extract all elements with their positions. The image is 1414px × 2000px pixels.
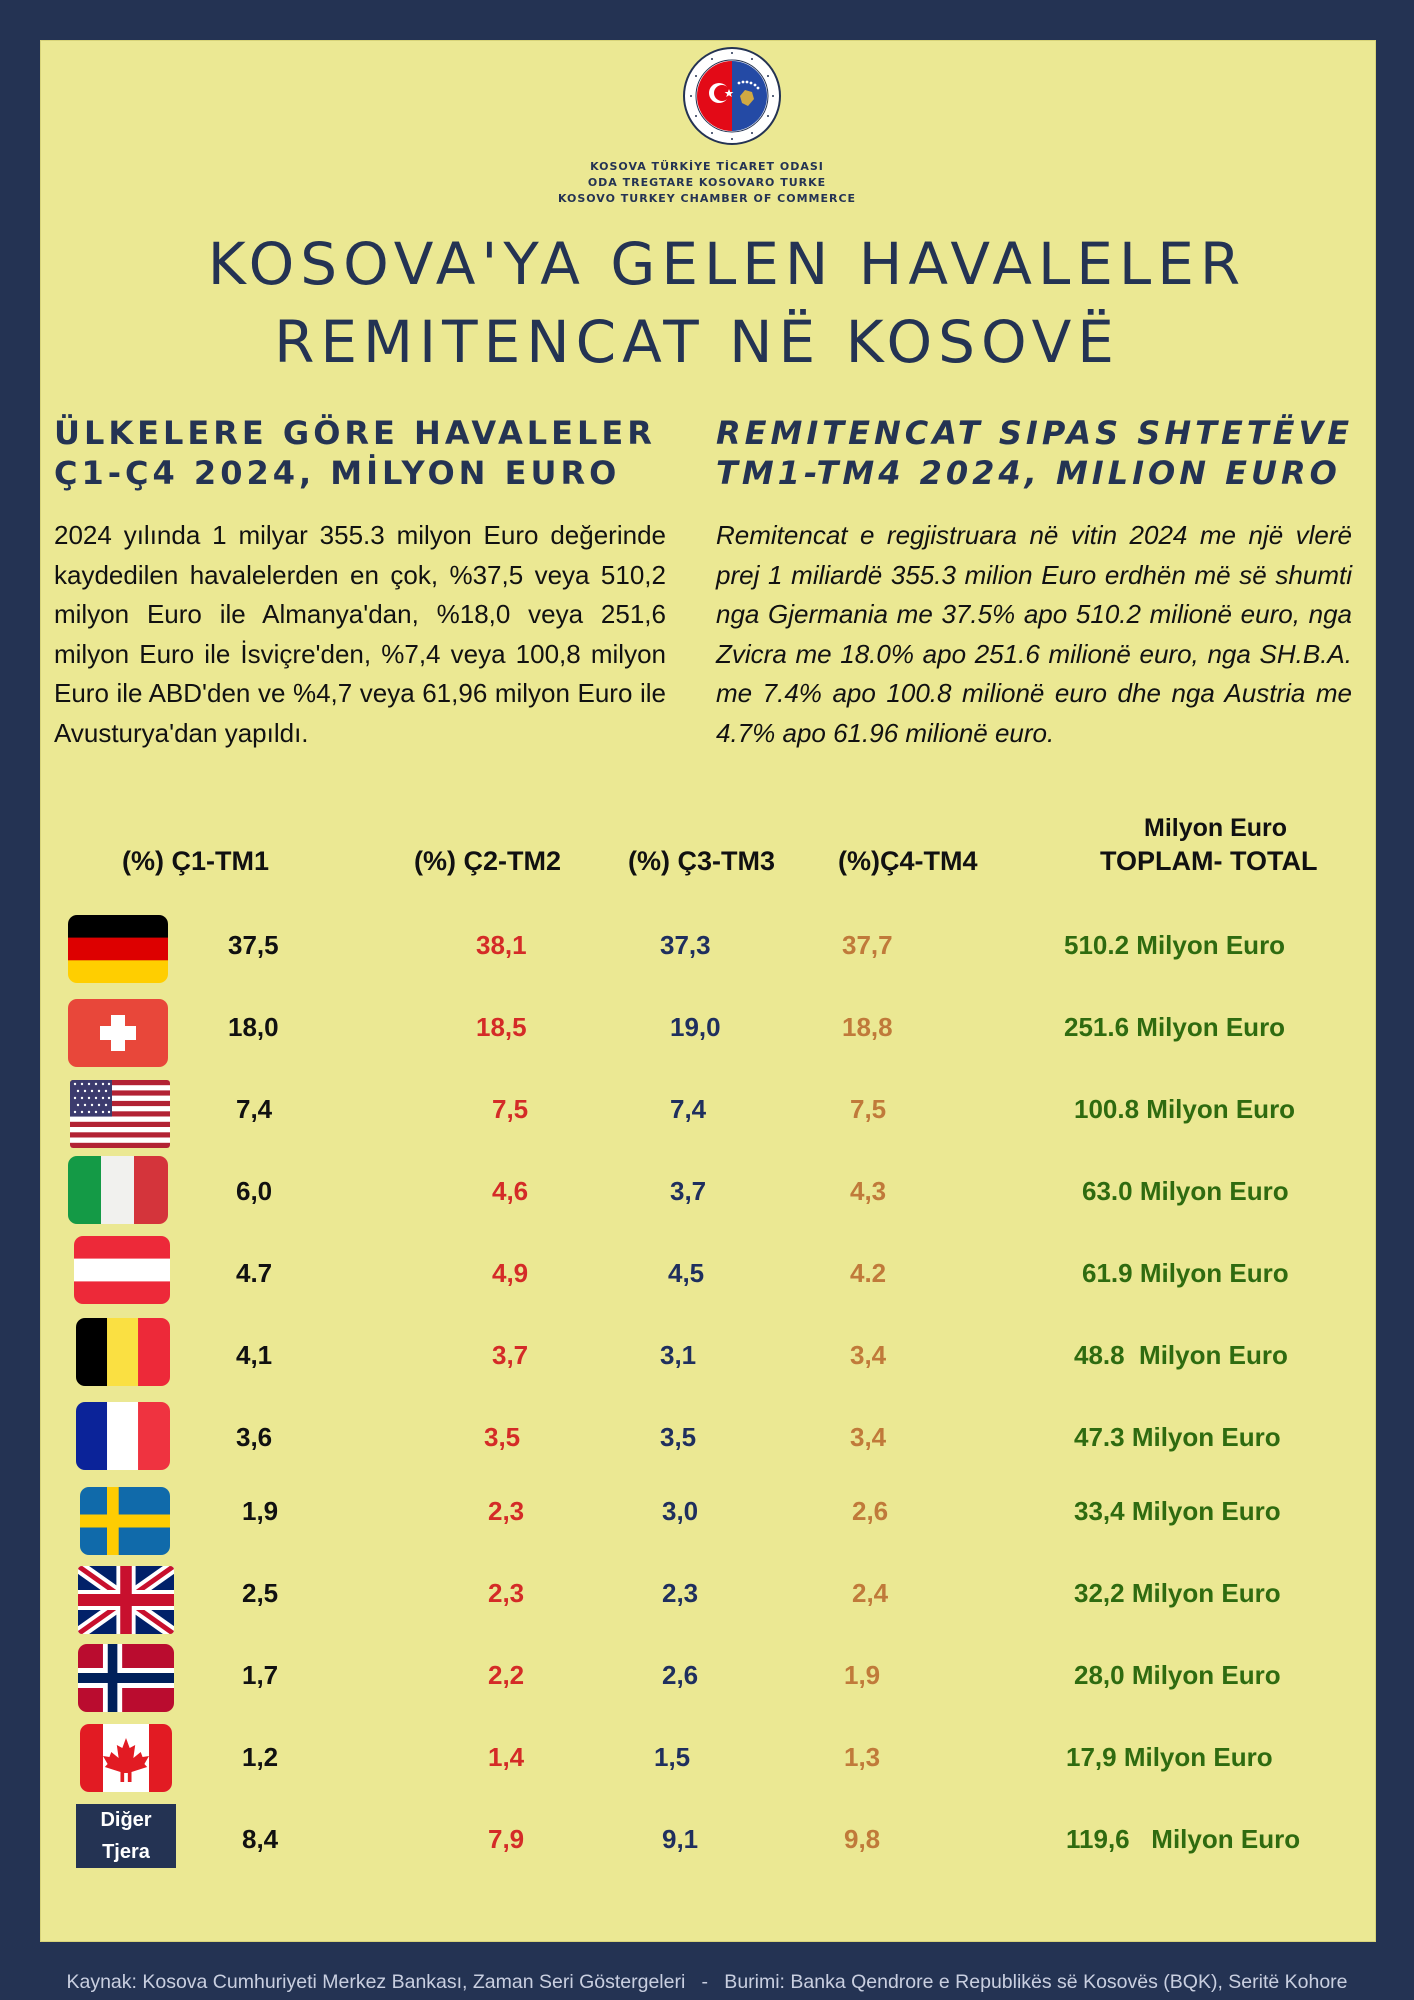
row-other-total: 119,6 Milyon Euro — [1066, 1824, 1301, 1854]
row-switzerland-q4: 18,8 — [842, 1012, 893, 1042]
org-name-english: KOSOVO TURKEY CHAMBER OF COMMERCE — [557, 192, 857, 205]
row-other-q1: 8,4 — [242, 1824, 279, 1854]
row-switzerland-q1: 18,0 — [228, 1012, 279, 1042]
row-austria-q4: 4.2 — [850, 1258, 887, 1288]
row-switzerland-q2: 18,5 — [476, 1012, 527, 1042]
header-q4: (%)Ç4-TM4 — [838, 846, 978, 876]
row-italy-total: 63.0 Milyon Euro — [1082, 1176, 1289, 1206]
uk-flag-icon — [78, 1566, 174, 1634]
france-flag-icon — [76, 1402, 170, 1470]
italy-flag-icon — [68, 1156, 168, 1224]
row-norway-q4: 1,9 — [844, 1660, 881, 1690]
row-uk-q2: 2,3 — [488, 1578, 525, 1608]
header-q2: (%) Ç2-TM2 — [414, 846, 561, 876]
row-canada-q2: 1,4 — [488, 1742, 525, 1772]
canada-flag-icon — [80, 1724, 172, 1792]
header-unit: Milyon Euro — [1144, 814, 1288, 842]
row-germany-q1: 37,5 — [228, 930, 279, 960]
row-italy-q1: 6,0 — [236, 1176, 273, 1206]
row-uk-q4: 2,4 — [852, 1578, 889, 1608]
other-label-turkish: Diğer — [100, 1809, 152, 1831]
row-france-q3: 3,5 — [660, 1422, 697, 1452]
header-q1: (%) Ç1-TM1 — [122, 846, 269, 876]
germany-flag-icon — [68, 915, 168, 983]
row-austria-total: 61.9 Milyon Euro — [1082, 1258, 1289, 1288]
row-france-total: 47.3 Milyon Euro — [1074, 1422, 1281, 1452]
row-usa-total: 100.8 Milyon Euro — [1074, 1094, 1296, 1124]
row-sweden-total: 33,4 Milyon Euro — [1074, 1496, 1281, 1526]
row-switzerland-total: 251.6 Milyon Euro — [1064, 1012, 1286, 1042]
row-norway-q1: 1,7 — [242, 1660, 279, 1690]
row-canada-total: 17,9 Milyon Euro — [1066, 1742, 1273, 1772]
left-heading-line2: Ç1-Ç4 2024, MİLYON EURO — [54, 454, 621, 492]
row-austria-q1: 4.7 — [236, 1258, 273, 1288]
row-usa-q3: 7,4 — [670, 1094, 707, 1124]
row-germany-q3: 37,3 — [660, 930, 711, 960]
other-countries-badge — [76, 1804, 176, 1868]
row-france-q2: 3,5 — [484, 1422, 521, 1452]
row-france-q4: 3,4 — [850, 1422, 887, 1452]
row-belgium-q2: 3,7 — [492, 1340, 529, 1370]
row-uk-q3: 2,3 — [662, 1578, 699, 1608]
row-uk-total: 32,2 Milyon Euro — [1074, 1578, 1281, 1608]
row-norway-total: 28,0 Milyon Euro — [1074, 1660, 1281, 1690]
row-canada-q4: 1,3 — [844, 1742, 881, 1772]
left-heading-line1: ÜLKELERE GÖRE HAVALELER — [54, 414, 656, 452]
row-other-q2: 7,9 — [488, 1824, 525, 1854]
norway-flag-icon — [78, 1644, 174, 1712]
row-switzerland-q3: 19,0 — [670, 1012, 721, 1042]
row-sweden-q3: 3,0 — [662, 1496, 699, 1526]
row-italy-q4: 4,3 — [850, 1176, 887, 1206]
right-description: Remitencat e regjistruara në vitin 2024 me një vlerë prej 1 miliardë 355.3 milion Euro erdhën më së shumti nga Gjermania me 37.5% apo 510.2 milionë euro, nga Zvicra me 18.0% apo 251.6 milionë euro, nga SH.B.A. me 7.4% apo 100.8 milionë euro dhe nga Austria me 4.7% apo 61.96 milionë euro. — [716, 520, 1352, 748]
left-description: 2024 yılında 1 milyar 355.3 milyon Euro değerinde kaydedilen havalelerden en çok, %37,5 veya 510,2 milyon Euro ile Almanya'dan, %18,0 veya 251,6 milyon Euro ile İsviçre'den, %7,4 veya 100,8 milyon Euro ile ABD'den ve %4,7 veya 61,96 milyon Euro ile Avusturya'dan yapıldı. — [54, 520, 666, 748]
row-austria-q3: 4,5 — [668, 1258, 705, 1288]
sweden-flag-icon — [80, 1487, 170, 1555]
row-usa-q4: 7,5 — [850, 1094, 887, 1124]
row-uk-q1: 2,5 — [242, 1578, 279, 1608]
row-france-q1: 3,6 — [236, 1422, 273, 1452]
austria-flag-icon — [74, 1236, 170, 1304]
header-q3: (%) Ç3-TM3 — [628, 846, 775, 876]
main-title-albanian: REMITENCAT NË KOSOVË — [274, 308, 1120, 376]
belgium-flag-icon — [76, 1318, 170, 1386]
row-usa-q1: 7,4 — [236, 1094, 273, 1124]
right-heading-line1: REMITENCAT SIPAS SHTETËVE — [716, 414, 1354, 452]
switzerland-flag-icon — [68, 999, 168, 1067]
row-canada-q3: 1,5 — [654, 1742, 691, 1772]
row-sweden-q2: 2,3 — [488, 1496, 525, 1526]
row-other-q4: 9,8 — [844, 1824, 881, 1854]
row-norway-q2: 2,2 — [488, 1660, 525, 1690]
row-belgium-q1: 4,1 — [236, 1340, 273, 1370]
row-canada-q1: 1,2 — [242, 1742, 279, 1772]
row-belgium-q4: 3,4 — [850, 1340, 887, 1370]
row-sweden-q1: 1,9 — [242, 1496, 279, 1526]
org-name-albanian: ODA TREGTARE KOSOVARO TURKE — [587, 176, 827, 189]
row-belgium-q3: 3,1 — [660, 1340, 697, 1370]
chamber-logo — [682, 46, 782, 146]
row-italy-q3: 3,7 — [670, 1176, 707, 1206]
row-italy-q2: 4,6 — [492, 1176, 529, 1206]
main-title-turkish: KOSOVA'YA GELEN HAVALELER — [207, 230, 1247, 298]
other-label-albanian: Tjera — [102, 1841, 150, 1863]
row-germany-q2: 38,1 — [476, 930, 527, 960]
row-other-q3: 9,1 — [662, 1824, 699, 1854]
org-name-turkish: KOSOVA TÜRKİYE TİCARET ODASI — [590, 160, 824, 173]
source-footer: Kaynak: Kosova Cumhuriyeti Merkez Bankası, Zaman Seri Göstergeleri - Burimi: Banka Qendrore e Republikës së Kosovës (BQK), Seritë Kohore — [66, 1971, 1348, 1993]
usa-flag-icon — [70, 1080, 170, 1148]
row-austria-q2: 4,9 — [492, 1258, 529, 1288]
row-belgium-total: 48.8 Milyon Euro — [1074, 1340, 1288, 1370]
row-germany-total: 510.2 Milyon Euro — [1064, 930, 1286, 960]
row-sweden-q4: 2,6 — [852, 1496, 889, 1526]
row-usa-q2: 7,5 — [492, 1094, 529, 1124]
header-total: TOPLAM- TOTAL — [1100, 846, 1318, 876]
row-norway-q3: 2,6 — [662, 1660, 699, 1690]
row-germany-q4: 37,7 — [842, 930, 893, 960]
right-heading-line2: TM1-TM4 2024, MILION EURO — [716, 454, 1341, 492]
